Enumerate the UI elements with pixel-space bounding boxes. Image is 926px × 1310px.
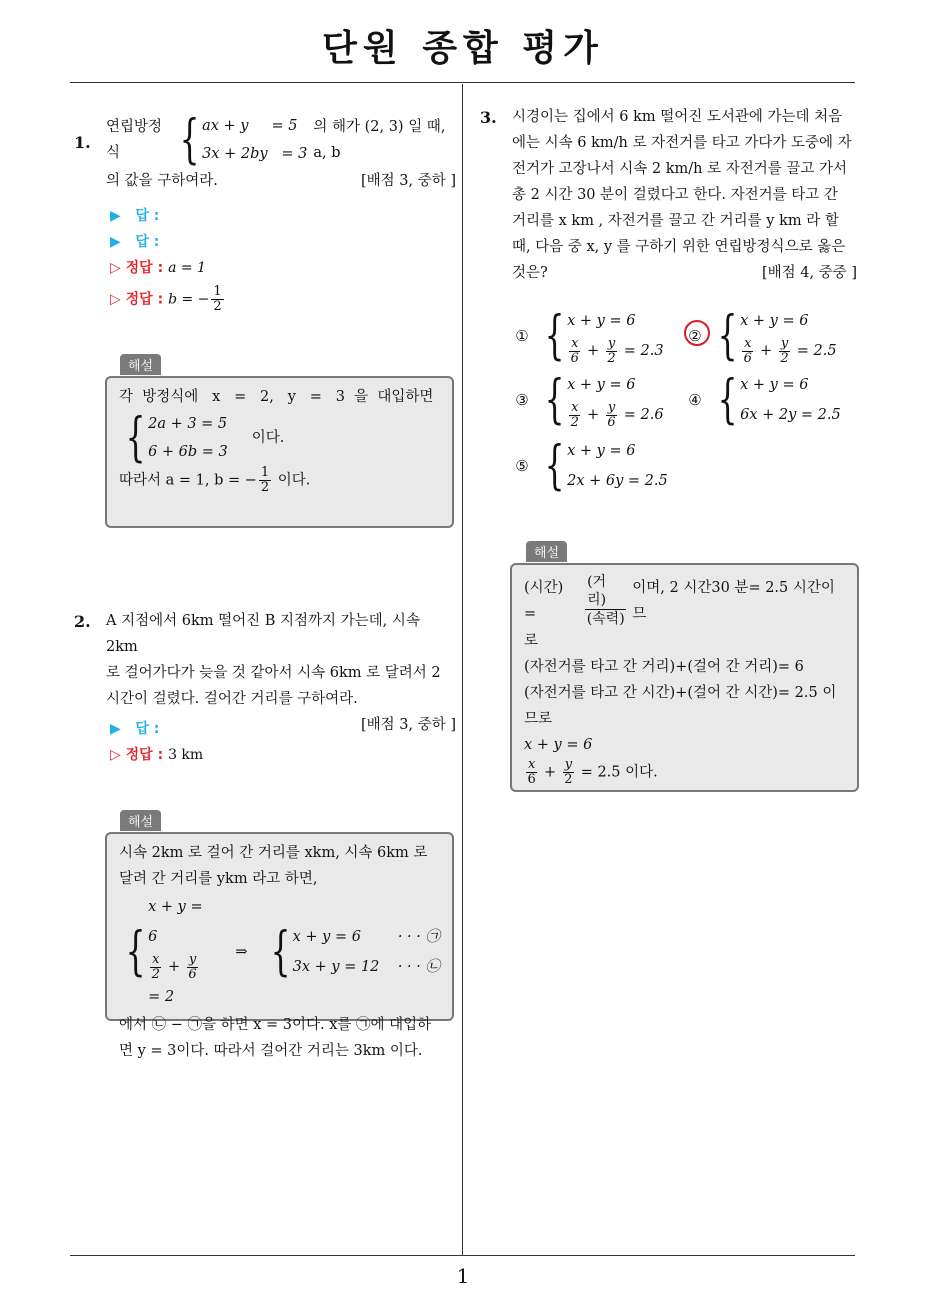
q2-expl-line3: 에서 ㉡ − ㉠을 하면 x = 3이다. x를 ㉠에 대입하 (119, 1017, 432, 1033)
q3-expl-line7: $\frac{x}{6}$ + $\frac{y}{2}$ = 2.5 이다. (527, 757, 658, 787)
q1-correct-row-1 (110, 255, 450, 281)
q2-expl-system-b (264, 922, 440, 982)
page-number: 1 (456, 1264, 470, 1288)
q1-expl-eq2: 6 + 6b = 3 (148, 444, 228, 460)
brace-icon: { (125, 408, 146, 468)
triangle-right-icon: ▷ (110, 260, 121, 276)
frac-num: 1 (213, 284, 222, 299)
option-eq2-post: = 2.5 (796, 343, 837, 359)
q2-sysA-eq2: $\frac{x}{2}$ + $\frac{y}{6}$ = 2 (148, 951, 197, 1005)
q3-expl-frac (585, 573, 626, 628)
q1-correct-b-frac (211, 285, 223, 314)
q2-line2: 로 걸어가다가 늦을 것 같아서 시속 6km 로 달려서 2 (106, 665, 441, 681)
triangle-right-icon: ▷ (110, 291, 121, 308)
option-eq2-post: = 2.3 (623, 343, 664, 359)
option-eq2-post: = 2.6 (623, 407, 664, 423)
q1-score: [배점 3, 중하 ] (360, 173, 456, 189)
q2-correct-value: 3 km (168, 747, 204, 763)
option-eq1: x + y = 6 (740, 313, 809, 329)
frac-den: (속력) (586, 611, 625, 627)
q1-expl-frac (259, 466, 271, 495)
q2-line1: A 지점에서 6km 떨어진 B 지점까지 가는데, 시속 2km (106, 613, 420, 655)
q3-expl-line4: (자전거를 타고 간 시간)+(걸어 간 시간)= 2.5 이 (524, 685, 837, 701)
q2-sysA-eq2-post: = 2 (148, 989, 175, 1005)
bottom-divider (70, 1255, 855, 1256)
q3-expl-line1 (524, 573, 845, 628)
q1-line2: 의 값을 구하여라. (106, 173, 218, 189)
q1-number: 1. (74, 133, 91, 152)
brace-icon: { (717, 306, 738, 366)
q3-line3: 전거가 고장나서 시속 2 km/h 로 자전거를 끌고 가서 (512, 161, 847, 177)
top-divider (70, 82, 855, 83)
brace-icon: { (544, 370, 565, 430)
frac-den: 2 (260, 480, 270, 495)
q1-answers (110, 203, 450, 314)
q1-expl-eq1: 2a + 3 = 5 (148, 416, 228, 432)
q3-option-1[interactable] (512, 306, 664, 366)
option-mark: ② (688, 327, 702, 345)
brace-icon: { (125, 922, 146, 982)
brace-icon: { (179, 110, 200, 170)
q3-line7: 것은? (512, 265, 548, 281)
q1-expl-l3-pre: 따라서 a = 1, b = − (119, 472, 257, 489)
brace-icon: { (544, 306, 565, 366)
q3-explanation-tag: 해설 (526, 541, 567, 562)
play-icon: ▶ (110, 234, 121, 250)
q1-correct-b: b = − (168, 291, 210, 308)
q3-line2: 에는 시속 6 km/h 로 자전거를 타고 가다가 도중에 자 (512, 135, 852, 151)
option-mark: ④ (688, 391, 702, 409)
q2-explanation-box (105, 832, 454, 1059)
implies-arrow-icon: ⇒ (235, 944, 248, 960)
q3-expl-line5: 므로 (524, 711, 553, 727)
q1-explanation-tag: 해설 (120, 354, 161, 375)
q2-expl-system-a (119, 892, 209, 1012)
q1-system (173, 112, 307, 168)
q2-explanation-tag: 해설 (120, 810, 161, 831)
answer-label: 답 : (135, 208, 160, 224)
q1-correct-row-2 (110, 285, 450, 314)
q3-line4: 총 2 시간 30 분이 걸렸다고 한다. 자전거를 타고 간 (512, 187, 838, 203)
q2-line3: 시간이 걸렸다. 걸어간 거리를 구하여라. (106, 691, 358, 707)
option-eq2: $\frac{x}{6}$ + $\frac{y}{2}$ = 2.5 (743, 335, 837, 366)
q2-expl-line4: 면 y = 3이다. 따라서 걸어간 거리는 3km 이다. (119, 1043, 423, 1059)
q3-expl-line2: 로 (524, 633, 539, 649)
frac-num: (거리) (585, 573, 626, 610)
q2-expl-line2: 달려 간 거리를 ykm 라고 하면, (119, 871, 318, 887)
q2-expl-systems (119, 892, 440, 1012)
q1-answer-row-1 (110, 203, 450, 229)
q3-option-3[interactable] (512, 370, 664, 430)
answer-circle-mark (684, 320, 710, 346)
q3-line6: 때, 다음 중 x, y 를 구하기 위한 연립방정식으로 옳은 (512, 239, 846, 255)
q1-stem (106, 112, 456, 194)
q1-expl-l3-post: 이다. (277, 472, 311, 489)
option-eq1: x + y = 6 (567, 313, 636, 329)
q3-number: 3. (480, 108, 497, 127)
frac-num: 1 (260, 465, 270, 480)
option-eq1: x + y = 6 (740, 377, 809, 393)
option-mark: ① (515, 327, 529, 345)
q3-option-5[interactable] (512, 436, 668, 496)
q3-expl-l1-pre: (시간) = (524, 579, 564, 622)
triangle-right-icon: ▷ (110, 747, 121, 763)
play-icon: ▶ (110, 721, 121, 737)
q2-correct-row (110, 742, 450, 768)
correct-label: 정답 : (125, 747, 164, 763)
option-eq1: x + y = 6 (567, 377, 636, 393)
q2-expl-line1: 시속 2km 로 걸어 간 거리를 xkm, 시속 6km 로 (119, 845, 428, 861)
q2-number: 2. (74, 612, 91, 631)
q1-expl-line1: 각 방정식에 x = 2, y = 3 을 대입하면 (119, 389, 434, 405)
brace-icon: { (270, 922, 291, 982)
q1-explanation-box (105, 376, 454, 528)
option-mark: ⑤ (515, 457, 529, 475)
q2-sysB-eq1: x + y = 6 · · · ㉠ (292, 929, 440, 945)
q3-line5: 거리를 x km , 자전거를 끌고 간 거리를 y km 라 할 (512, 213, 839, 229)
option-eq2: 2x + 6y = 2.5 (567, 473, 668, 489)
q2-answer-row (110, 716, 450, 742)
option-eq2: $\frac{x}{2}$ + $\frac{y}{6}$ = 2.6 (570, 399, 664, 430)
q3-option-4[interactable] (685, 370, 841, 430)
q3-expl-line3: (자전거를 타고 간 거리)+(걸어 간 거리)= 6 (524, 659, 804, 675)
q2-score: [배점 3, 중하 ] (360, 717, 456, 733)
column-divider (462, 84, 463, 1255)
page-title: 단원 종합 평가 (322, 28, 604, 69)
q1-eq1: ax + y = 5 (202, 118, 298, 134)
brace-icon: { (544, 436, 565, 496)
option-eq1: x + y = 6 (567, 443, 636, 459)
answer-label: 답 : (135, 721, 160, 737)
option-eq2: $\frac{x}{6}$ + $\frac{y}{2}$ = 2.3 (570, 335, 664, 366)
correct-label: 정답 : (125, 260, 164, 276)
q2-sysB-eq2: 3x + y = 12 · · · ㉡ (292, 959, 440, 975)
q2-sysA-eq1: x + y = 6 (148, 899, 203, 945)
q1-expl-system (119, 410, 228, 466)
correct-label: 정답 : (125, 291, 164, 308)
q1-answer-row-2 (110, 229, 450, 255)
option-mark: ③ (515, 391, 529, 409)
q2-answers (110, 716, 450, 768)
q3-line1: 시경이는 집에서 6 km 떨어진 도서관에 가는데 처음 (512, 109, 843, 125)
q3-score: [배점 4, 중중 ] (761, 265, 857, 281)
q3-explanation-box (510, 563, 859, 792)
q1-post: 의 해가 (2, 3) 일 때, a, b (313, 119, 446, 161)
q1-expl-line3 (119, 466, 440, 495)
option-eq2: 6x + 2y = 2.5 (740, 407, 841, 423)
play-icon: ▶ (110, 208, 121, 224)
q3-expl-l7-post: = 2.5 이다. (580, 764, 658, 781)
q3-expl-line6: x + y = 6 (524, 737, 593, 753)
q1-pre: 연립방정식 (106, 119, 163, 161)
q1-expl-line2: 이다. (251, 430, 285, 446)
frac-den: 2 (213, 299, 222, 314)
answer-label: 답 : (135, 234, 160, 250)
q3-stem (512, 104, 857, 286)
q3-expl-l1-post: 이며, 2 시간30 분= 2.5 시간이므 (632, 579, 835, 622)
q1-correct-a: a = 1 (168, 260, 206, 276)
brace-icon: { (717, 370, 738, 430)
q1-eq2: 3x + 2by = 3 (202, 146, 308, 162)
